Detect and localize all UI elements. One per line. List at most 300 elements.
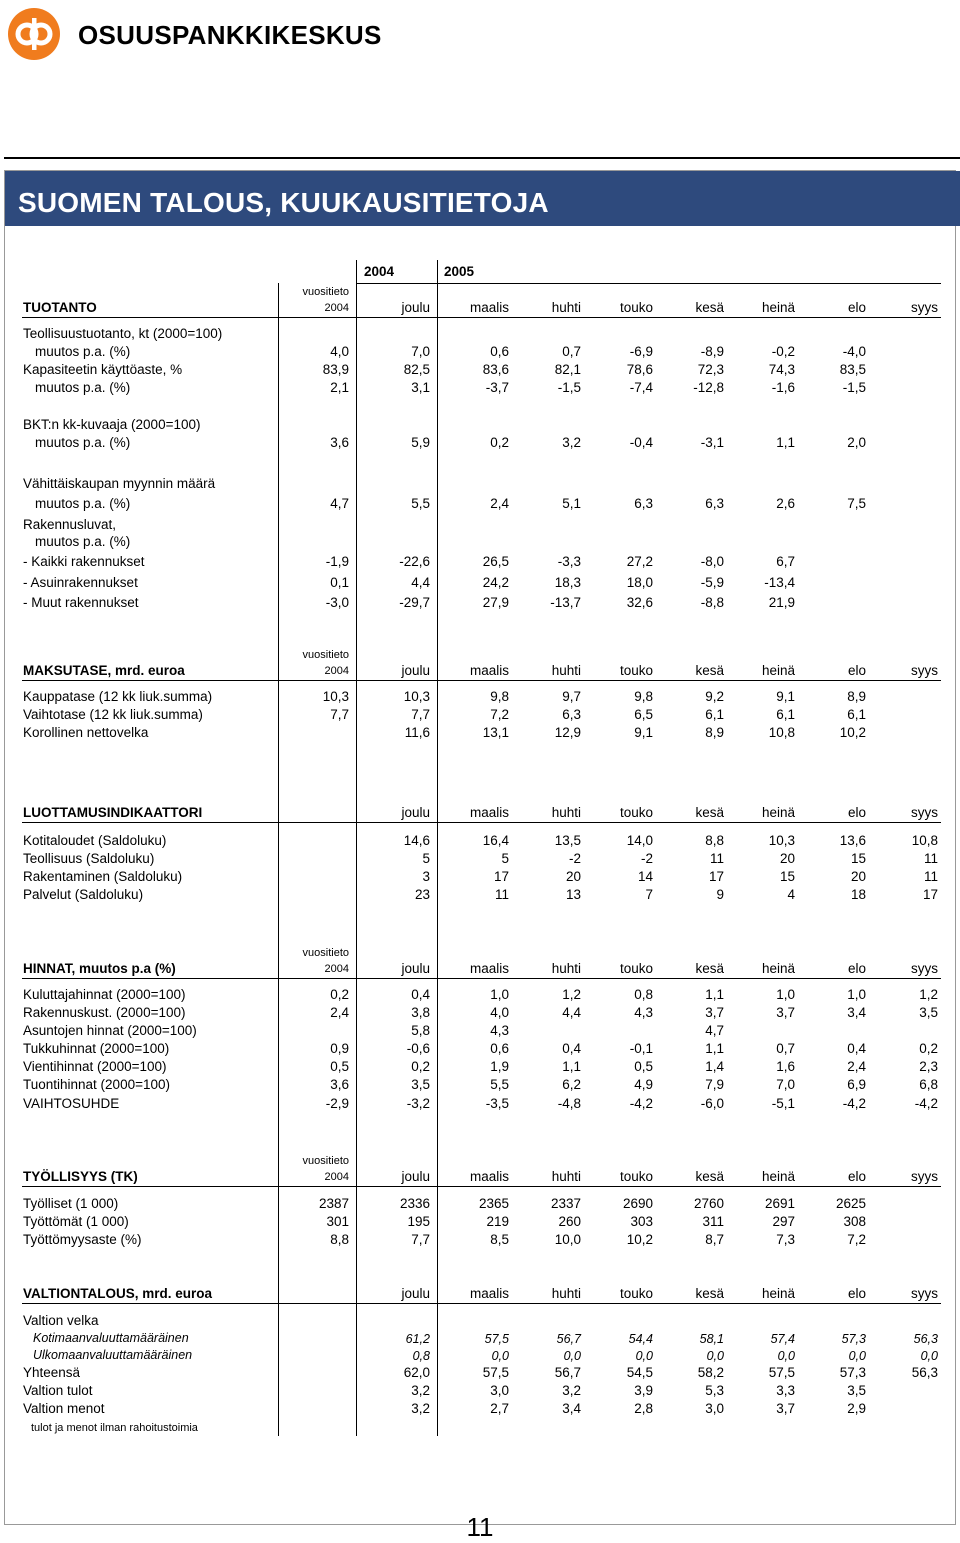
row-label: Teollisuustuotanto, kt (2000=100) [23, 326, 223, 341]
cell-value: 301 [326, 1214, 349, 1229]
row-label: Ulkomaanvaluuttamääräinen [33, 1348, 193, 1362]
cell-value: -3,0 [325, 595, 349, 610]
cell-value: 4,3 [490, 1023, 509, 1038]
cell-value: 4,0 [330, 344, 349, 359]
cell-value: 1,2 [919, 987, 938, 1002]
cell-value: 14,6 [403, 833, 430, 848]
annual-label: vuositieto [302, 1155, 349, 1167]
cell-value: 20 [850, 869, 866, 884]
cell-value: 3,2 [411, 1401, 430, 1416]
row-label: muutos p.a. (%) [35, 496, 131, 511]
cell-value: 9,8 [490, 689, 509, 704]
section-header-rule [22, 1186, 941, 1187]
cell-value: 2690 [622, 1196, 653, 1211]
cell-value: 18,3 [554, 575, 581, 590]
page-title: SUOMEN TALOUS, KUUKAUSITIETOJA [18, 187, 549, 218]
cell-value: 17 [922, 887, 938, 902]
cell-value: -1,6 [771, 380, 795, 395]
row-label: Valtion menot [23, 1401, 105, 1416]
cell-value: 0,0 [777, 1349, 795, 1363]
cell-value: -13,7 [550, 595, 581, 610]
cell-value: 24,2 [482, 575, 509, 590]
cell-value: 0,2 [490, 435, 509, 450]
cell-value: 3,7 [776, 1401, 795, 1416]
annual-year: 2004 [324, 1171, 349, 1183]
row-label: Vientihinnat (2000=100) [23, 1059, 167, 1074]
cell-value: -8,8 [700, 595, 724, 610]
cell-value: 2387 [318, 1196, 349, 1211]
cell-value: -3,5 [485, 1096, 509, 1111]
cell-value: 1,6 [776, 1059, 795, 1074]
cell-value: 83,5 [839, 362, 866, 377]
month-header: heinä [761, 1169, 795, 1184]
cell-value: 9,8 [634, 689, 653, 704]
month-header: heinä [761, 300, 795, 315]
cell-value: 10,8 [768, 725, 795, 740]
cell-value: 5,1 [562, 496, 581, 511]
cell-value: 3,7 [776, 1005, 795, 1020]
cell-value: 10,0 [554, 1232, 581, 1247]
month-header: maalis [469, 961, 509, 976]
cell-value: -3,2 [406, 1096, 430, 1111]
cell-value: 3,5 [919, 1005, 938, 1020]
cell-value: 0,2 [330, 987, 349, 1002]
month-header: joulu [401, 300, 430, 315]
row-label: Työttömät (1 000) [23, 1214, 129, 1229]
row-label: - Kaikki rakennukset [23, 554, 145, 569]
cell-value: 2,3 [919, 1059, 938, 1074]
cell-value: 2,1 [330, 380, 349, 395]
month-header: heinä [761, 805, 795, 820]
row-label: muutos p.a. (%) [35, 344, 131, 359]
cell-value: -4,2 [842, 1096, 866, 1111]
cell-value: 3,6 [330, 435, 349, 450]
row-label: muutos p.a. (%) [35, 380, 131, 395]
cell-value: 6,1 [705, 707, 724, 722]
section-heading: TUOTANTO [23, 300, 97, 315]
cell-value: 12,9 [554, 725, 581, 740]
cell-value: 0,0 [920, 1349, 938, 1363]
cell-value: 57,3 [839, 1365, 866, 1380]
cell-value: 0,5 [330, 1059, 349, 1074]
cell-value: 0,0 [635, 1349, 653, 1363]
cell-value: 57,3 [841, 1332, 866, 1346]
cell-value: 3,0 [490, 1383, 509, 1398]
cell-value: 20 [779, 851, 795, 866]
cell-value: -12,8 [693, 380, 724, 395]
cell-value: 26,5 [482, 554, 509, 569]
month-header: syys [911, 300, 938, 315]
section-header-rule [22, 822, 941, 823]
row-label: Rakennusluvat, [23, 517, 117, 532]
cell-value: 6,1 [847, 707, 866, 722]
row-label: Korollinen nettovelka [23, 725, 149, 740]
cell-value: 7,2 [847, 1232, 866, 1247]
cell-value: -3,1 [700, 435, 724, 450]
cell-value: 3,7 [705, 1005, 724, 1020]
cell-value: 5,8 [411, 1023, 430, 1038]
cell-value: 20 [565, 869, 581, 884]
row-label: Palvelut (Saldoluku) [23, 887, 144, 902]
cell-value: -5,9 [700, 575, 724, 590]
cell-value: -8,9 [700, 344, 724, 359]
month-header: touko [619, 805, 653, 820]
cell-value: 56,7 [556, 1332, 581, 1346]
month-header: huhti [551, 663, 581, 678]
cell-value: 23 [414, 887, 430, 902]
cell-value: 4,0 [490, 1005, 509, 1020]
row-label: muutos p.a. (%) [35, 435, 131, 450]
cell-value: 54,5 [626, 1365, 653, 1380]
month-header: touko [619, 1169, 653, 1184]
month-header: kesä [695, 961, 724, 976]
cell-value: -0,6 [406, 1041, 430, 1056]
cell-value: 3,2 [562, 1383, 581, 1398]
row-label: Tukkuhinnat (2000=100) [23, 1041, 170, 1056]
month-header: kesä [695, 1286, 724, 1301]
cell-value: 6,8 [919, 1077, 938, 1092]
cell-value: 8,8 [330, 1232, 349, 1247]
cell-value: 57,5 [482, 1365, 509, 1380]
cell-value: -4,2 [629, 1096, 653, 1111]
cell-value: 6,2 [562, 1077, 581, 1092]
cell-value: 32,6 [626, 595, 653, 610]
cell-value: 2337 [550, 1196, 581, 1211]
month-header: huhti [551, 961, 581, 976]
row-label: Valtion velka [23, 1313, 99, 1328]
month-header: maalis [469, 805, 509, 820]
cell-value: 8,8 [705, 833, 724, 848]
cell-value: 6,3 [562, 707, 581, 722]
cell-value: 1,1 [705, 987, 724, 1002]
cell-value: -7,4 [629, 380, 653, 395]
cell-value: 9,7 [562, 689, 581, 704]
cell-value: 82,1 [554, 362, 581, 377]
cell-value: 3,8 [411, 1005, 430, 1020]
cell-value: 5,3 [705, 1383, 724, 1398]
cell-value: 17 [493, 869, 509, 884]
cell-value: 0,6 [490, 344, 509, 359]
cell-value: 11 [923, 869, 938, 884]
cell-value: 14 [637, 869, 653, 884]
annual-label: vuositieto [302, 649, 349, 661]
month-header: kesä [695, 805, 724, 820]
month-header: huhti [551, 805, 581, 820]
cell-value: 0,8 [412, 1349, 430, 1363]
cell-value: 1,0 [847, 987, 866, 1002]
month-header: heinä [761, 1286, 795, 1301]
cell-value: 13,5 [554, 833, 581, 848]
column-divider [278, 283, 279, 1436]
year-2005-label: 2005 [444, 264, 475, 279]
cell-value: -2 [568, 851, 581, 866]
cell-value: 0,1 [330, 575, 349, 590]
cell-value: 14,0 [626, 833, 653, 848]
cell-value: 260 [558, 1214, 581, 1229]
cell-value: 27,9 [482, 595, 509, 610]
cell-value: 308 [843, 1214, 866, 1229]
row-label: VAIHTOSUHDE [23, 1096, 120, 1111]
cell-value: -4,0 [842, 344, 866, 359]
cell-value: 0,4 [847, 1041, 866, 1056]
cell-value: -22,6 [399, 554, 430, 569]
month-header: joulu [401, 663, 430, 678]
cell-value: 0,0 [848, 1349, 866, 1363]
cell-value: 57,5 [484, 1332, 509, 1346]
cell-value: -1,5 [557, 380, 581, 395]
cell-value: 2,8 [634, 1401, 653, 1416]
section-heading: VALTIONTALOUS, mrd. euroa [23, 1286, 213, 1301]
cell-value: 3,9 [634, 1383, 653, 1398]
row-label: Valtion tulot [23, 1383, 93, 1398]
cell-value: 57,4 [770, 1332, 795, 1346]
cell-value: -8,0 [700, 554, 724, 569]
cell-value: -6,9 [629, 344, 653, 359]
cell-value: 13,6 [839, 833, 866, 848]
cell-value: 56,7 [554, 1365, 581, 1380]
row-label: - Asuinrakennukset [23, 575, 138, 590]
annual-label: vuositieto [302, 286, 349, 298]
row-label: Yhteensä [23, 1365, 81, 1380]
cell-value: 1,4 [705, 1059, 724, 1074]
cell-value: 2,7 [490, 1401, 509, 1416]
cell-value: 7,0 [411, 344, 430, 359]
cell-value: 10,3 [768, 833, 795, 848]
cell-value: 6,5 [634, 707, 653, 722]
cell-value: 2365 [478, 1196, 509, 1211]
cell-value: 3,6 [330, 1077, 349, 1092]
cell-value: 2,9 [847, 1401, 866, 1416]
cell-value: 0,9 [330, 1041, 349, 1056]
month-header: touko [619, 300, 653, 315]
cell-value: 82,5 [403, 362, 430, 377]
cell-value: 83,6 [482, 362, 509, 377]
cell-value: 0,7 [562, 344, 581, 359]
cell-value: 311 [702, 1214, 724, 1229]
cell-value: -3,3 [557, 554, 581, 569]
cell-value: 3,4 [562, 1401, 581, 1416]
month-header: huhti [551, 1169, 581, 1184]
cell-value: -2,9 [325, 1096, 349, 1111]
cell-value: 2,4 [490, 496, 509, 511]
cell-value: 9,1 [634, 725, 653, 740]
row-label: Työlliset (1 000) [23, 1196, 119, 1211]
cell-value: 61,2 [405, 1332, 430, 1346]
cell-value: 13,1 [482, 725, 509, 740]
row-label: BKT:n kk-kuvaaja (2000=100) [23, 417, 201, 432]
cell-value: -0,4 [629, 435, 653, 450]
cell-value: -1,5 [842, 380, 866, 395]
row-label: Rakentaminen (Saldoluku) [23, 869, 183, 884]
cell-value: 1,1 [705, 1041, 724, 1056]
row-label: Vähittäiskaupan myynnin määrä [23, 476, 216, 491]
row-label: Tuontihinnat (2000=100) [23, 1077, 170, 1092]
cell-value: 219 [486, 1214, 509, 1229]
cell-value: 72,3 [697, 362, 724, 377]
cell-value: 6,9 [847, 1077, 866, 1092]
cell-value: 4,7 [330, 496, 349, 511]
cell-value: -1,9 [325, 554, 349, 569]
cell-value: 5,5 [490, 1077, 509, 1092]
cell-value: -29,7 [399, 595, 430, 610]
month-header: huhti [551, 300, 581, 315]
cell-value: 17 [708, 869, 724, 884]
cell-value: 8,9 [705, 725, 724, 740]
month-header: joulu [401, 961, 430, 976]
annual-year: 2004 [324, 302, 349, 314]
cell-value: 7,9 [705, 1077, 724, 1092]
cell-value: 7,2 [490, 707, 509, 722]
cell-value: 7,0 [776, 1077, 795, 1092]
cell-value: 0,0 [491, 1349, 509, 1363]
month-header: syys [911, 663, 938, 678]
cell-value: 6,3 [634, 496, 653, 511]
cell-value: 58,1 [699, 1332, 724, 1346]
year-underline [356, 283, 941, 284]
cell-value: 7,7 [411, 1232, 430, 1247]
cell-value: 58,2 [697, 1365, 724, 1380]
month-header: elo [847, 663, 866, 678]
brand-name: OSUUSPANKKIKESKUS [78, 20, 382, 50]
cell-value: 13 [565, 887, 581, 902]
month-header: joulu [401, 805, 430, 820]
cell-value: 11 [709, 851, 724, 866]
page-number: 11 [466, 1512, 494, 1542]
cell-value: 56,3 [913, 1332, 938, 1346]
cell-value: 3 [422, 869, 430, 884]
cell-value: 10,8 [911, 833, 938, 848]
cell-value: -5,1 [771, 1096, 795, 1111]
month-header: elo [847, 300, 866, 315]
cell-value: 3,2 [562, 435, 581, 450]
cell-value: 2760 [693, 1196, 724, 1211]
cell-value: 0,4 [562, 1041, 581, 1056]
cell-value: 6,1 [776, 707, 795, 722]
cell-value: 9,2 [705, 689, 724, 704]
cell-value: 4,7 [705, 1023, 724, 1038]
footnote: tulot ja menot ilman rahoitustoimia [31, 1422, 198, 1434]
cell-value: 21,9 [768, 595, 795, 610]
cell-value: 0,6 [490, 1041, 509, 1056]
row-label: - Muut rakennukset [23, 595, 139, 610]
row-label: Kuluttajahinnat (2000=100) [23, 987, 186, 1002]
row-label: Asuntojen hinnat (2000=100) [23, 1023, 197, 1038]
cell-value: 0,8 [634, 987, 653, 1002]
cell-value: 57,5 [768, 1365, 795, 1380]
cell-value: 0,7 [776, 1041, 795, 1056]
row-label: Kauppatase (12 kk liuk.summa) [23, 689, 213, 704]
cell-value: 0,0 [563, 1349, 581, 1363]
cell-value: 8,5 [490, 1232, 509, 1247]
cell-value: 303 [630, 1214, 653, 1229]
month-header: kesä [695, 1169, 724, 1184]
cell-value: 195 [407, 1214, 430, 1229]
month-header: kesä [695, 663, 724, 678]
cell-value: 0,0 [706, 1349, 724, 1363]
cell-value: 1,0 [490, 987, 509, 1002]
cell-value: 27,2 [626, 554, 653, 569]
cell-value: 0,5 [634, 1059, 653, 1074]
cell-value: 15 [779, 869, 795, 884]
cell-value: 78,6 [626, 362, 653, 377]
section-heading: HINNAT, muutos p.a (%) [23, 961, 176, 976]
month-header: elo [847, 1286, 866, 1301]
cell-value: 4,9 [634, 1077, 653, 1092]
cell-value: 8,9 [847, 689, 866, 704]
month-header: maalis [469, 663, 509, 678]
section-header-rule [22, 1303, 941, 1304]
cell-value: 74,3 [768, 362, 795, 377]
cell-value: -6,0 [700, 1096, 724, 1111]
cell-value: 1,0 [776, 987, 795, 1002]
cell-value: 3,5 [847, 1383, 866, 1398]
row-label: Työttömyysaste (%) [23, 1232, 142, 1247]
cell-value: 3,4 [847, 1005, 866, 1020]
cell-value: 3,1 [411, 380, 430, 395]
cell-value: 6,7 [776, 554, 795, 569]
cell-value: -0,2 [771, 344, 795, 359]
row-label: Kotimaanvaluuttamääräinen [33, 1331, 189, 1345]
month-header: joulu [401, 1286, 430, 1301]
month-header: maalis [469, 1169, 509, 1184]
cell-value: 16,4 [482, 833, 509, 848]
cell-value: 18 [850, 887, 866, 902]
month-header: syys [911, 805, 938, 820]
section-heading: TYÖLLISYYS (TK) [23, 1169, 138, 1184]
month-header: syys [911, 1286, 938, 1301]
cell-value: 4 [787, 887, 795, 902]
cell-value: 0,4 [411, 987, 430, 1002]
cell-value: 1,1 [562, 1059, 581, 1074]
cell-value: 3,0 [705, 1401, 724, 1416]
cell-value: 4,4 [411, 575, 430, 590]
cell-value: -4,8 [557, 1096, 581, 1111]
cell-value: 9 [716, 887, 724, 902]
section-heading: MAKSUTASE, mrd. euroa [23, 663, 185, 678]
cell-value: 2336 [399, 1196, 430, 1211]
cell-value: 6,3 [705, 496, 724, 511]
annual-year: 2004 [324, 963, 349, 975]
cell-value: 9,1 [776, 689, 795, 704]
cell-value: 18,0 [626, 575, 653, 590]
cell-value: 3,5 [411, 1077, 430, 1092]
section-header-rule [22, 317, 941, 318]
row-label: Teollisuus (Saldoluku) [23, 851, 155, 866]
month-header: maalis [469, 300, 509, 315]
cell-value: 2,0 [847, 435, 866, 450]
cell-value: 4,4 [562, 1005, 581, 1020]
cell-value: 1,9 [490, 1059, 509, 1074]
month-header: kesä [695, 300, 724, 315]
cell-value: -4,2 [914, 1096, 938, 1111]
section-header-rule [22, 680, 941, 681]
section-header-rule [22, 978, 941, 979]
row-label: Rakennuskust. (2000=100) [23, 1005, 186, 1020]
cell-value: 1,1 [776, 435, 795, 450]
month-header: heinä [761, 961, 795, 976]
cell-value: 5 [422, 851, 430, 866]
cell-value: 7 [645, 887, 653, 902]
cell-value: 4,3 [634, 1005, 653, 1020]
cell-value: 5 [501, 851, 509, 866]
month-header: joulu [401, 1169, 430, 1184]
cell-value: 297 [772, 1214, 795, 1229]
cell-value: 11,6 [404, 725, 430, 740]
cell-value: 10,3 [403, 689, 430, 704]
cell-value: 7,7 [330, 707, 349, 722]
year-2004-label: 2004 [364, 264, 395, 279]
cell-value: 7,5 [847, 496, 866, 511]
